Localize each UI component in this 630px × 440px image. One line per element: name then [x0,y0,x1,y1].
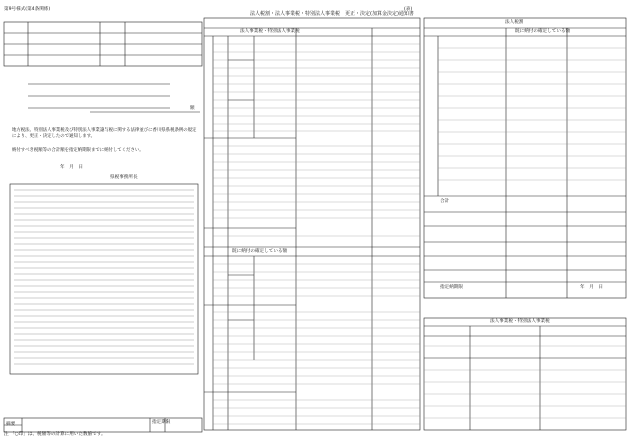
right-note-row: 既に納付の確定している額 [515,29,571,34]
right-deadline-label: 指定納期限 [440,285,463,290]
header-paren: (表) [404,7,413,12]
form-number: 第9号様式(第4条関係) [4,7,51,12]
issue-date: 年 月 日 [60,165,83,170]
mid-section-label: 法人事業税・特別法人事業税 [240,29,300,34]
office-label: 県税事務所長 [110,175,138,180]
total-label: 合計 [440,199,450,204]
right-sub-section: 法人事業税・特別法人事業税 [490,319,550,324]
remarks-label: 摘要 [6,422,16,427]
payment-text: 納付すべき税額等の合計額を指定納期限までに納付してください。 [12,148,144,153]
form-title: 法人税割・法人事業税・特別法人事業税 更正・決定(加算金決定)通知書 [250,11,414,17]
mid-note-row: 既に納付の確定している額 [232,249,288,254]
right-date-row: 年 月 日 [580,285,603,290]
footer-note: 注 「○印」は、税額等の計算に用いた数値です。 [4,432,106,437]
right-section-label: 法人税割 [505,20,524,25]
deadline-label: 指定期限 [152,420,171,425]
notice-text: 地方税法、特別法人事業税及び特別法人事業譲与税に関する法律並びに香川県県税条例の規定により、更正・決定したので通知します。 [12,128,197,139]
unit-mark: 額 [190,106,195,111]
